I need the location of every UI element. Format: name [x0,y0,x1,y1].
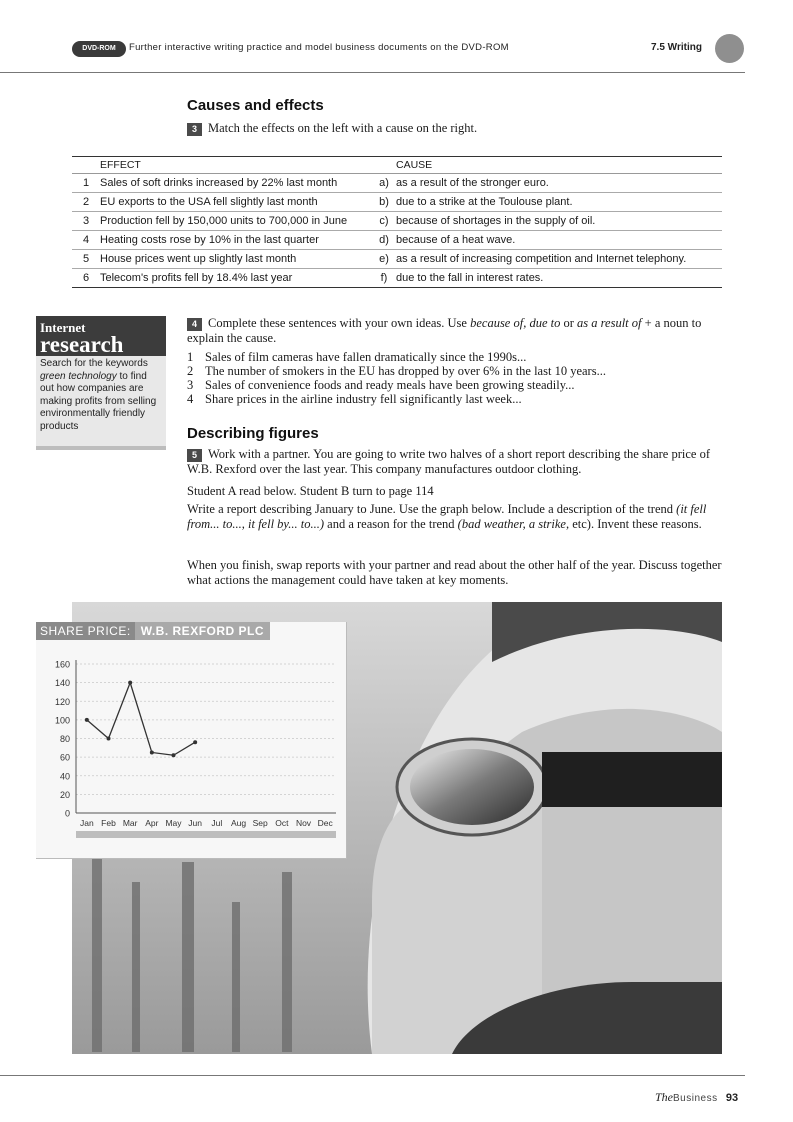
data-point [193,740,197,744]
cause-cell: because of a heat wave. [396,231,722,250]
effect-cell: Production fell by 150,000 units to 700,000 in June [100,212,372,231]
x-tick-label: Feb [101,818,116,828]
exercise-number: 3 [187,123,202,136]
matching-table [72,156,722,288]
effect-cell: Telecom's profits fell by 18.4% last year [100,269,372,288]
y-tick-label: 160 [54,659,70,670]
x-tick-label: Jul [211,818,223,828]
x-tick-label: May [165,818,182,828]
section-dot-icon [715,34,744,63]
table-header-row [72,157,722,174]
chart-title-prefix: SHARE PRICE: [36,622,135,640]
y-tick-label: 0 [64,808,70,819]
data-point [172,753,176,757]
header-text: Further interactive writing practice and model business documents on the DVD-ROM [129,42,509,53]
list-item: 2 The number of smokers in the EU has dropped by over 6% in the last 10 years... [187,364,606,378]
y-tick-label: 120 [54,696,70,707]
research-text: Search for the keywords green technology to find out how companies are making profits from selling environmentally friendly products [40,358,157,432]
x-tick-label: Apr [145,818,159,828]
report-instruction: Write a report describing January to June. Use the graph below. Include a description of the trend (it fell from... to..., it fell by... to...) and a reason for the trend (bad weather, a strike, etc). Invent these reasons. [187,502,707,531]
data-point [107,737,111,741]
brand-name: Business [673,1093,718,1104]
table-row: 3 Production fell by 150,000 units to 700,000 in June c) because of shortages in the supply of oil. [72,212,722,231]
cause-cell: because of shortages in the supply of oil. [396,212,722,231]
table-row: 1 Sales of soft drinks increased by 22% last month a) as a result of the stronger euro. [72,174,722,193]
effect-cell: Heating costs rose by 10% in the last quarter [100,231,372,250]
header-rule [0,72,745,73]
student-instruction: Student A read below. Student B turn to page 114 [187,484,434,498]
research-divider [36,446,166,450]
research-heading: Internet research [36,316,166,356]
list-item: 4 Share prices in the airline industry fell significantly last week... [187,392,522,406]
y-tick-label: 140 [54,678,70,689]
x-tick-label: Aug [230,818,247,828]
table-row: 2 EU exports to the USA fell slightly last month b) due to a strike at the Toulouse plant. [72,193,722,212]
effect-cell: Sales of soft drinks increased by 22% last month [100,174,372,193]
chart-title-company: W.B. REXFORD PLC [135,622,270,640]
effect-cell: EU exports to the USA fell slightly last month [100,193,372,212]
share-price-chart [36,622,347,859]
y-tick-label: 100 [54,715,70,726]
exercise-number: 5 [187,449,202,462]
brand-prefix: The [655,1090,673,1104]
x-tick-label: Nov [295,818,312,828]
x-tick-label: Jun [188,818,203,828]
y-tick-label: 40 [59,771,70,782]
describing-figures-title: Describing figures [187,425,319,442]
sentence-list [187,350,606,406]
exercise-5-instruction: 5 Work with a partner. You are going to write two halves of a short report describing the share price of W.B. Rexford over the last year. This company manufactures outdoor clothing. [187,447,710,476]
x-tick-label: Sep [252,818,268,828]
table-row: 4 Heating costs rose by 10% in the last quarter d) because of a heat wave. [72,231,722,250]
x-tick-label: Dec [317,818,333,828]
exercise-number: 4 [187,318,202,331]
axis-band [76,831,336,838]
dvd-rom-badge: DVD-ROM [72,41,126,57]
internet-research-box [36,316,166,450]
series-line [87,683,195,756]
x-tick-label: Jan [79,818,94,828]
footer-rule [0,1075,745,1076]
cause-cell: due to the fall in interest rates. [396,269,722,288]
x-tick-label: Oct [275,818,289,828]
chart-title [36,622,336,640]
cause-cell: due to a strike at the Toulouse plant. [396,193,722,212]
cause-cell: as a result of the stronger euro. [396,174,722,193]
page-footer [655,1090,738,1105]
effect-header: EFFECT [100,157,372,174]
y-tick-label: 20 [59,789,70,800]
research-keywords: green technology [40,370,117,382]
data-point [128,681,132,685]
data-point [150,750,154,754]
chart-plot [36,640,346,858]
data-point [85,718,89,722]
y-tick-label: 80 [59,734,70,744]
x-tick-label: Mar [122,818,138,828]
causes-effects-title: Causes and effects [187,97,324,114]
exercise-3-instruction: 3 Match the effects on the left with a cause on the right. [187,121,727,136]
table-row: 5 House prices went up slightly last month e) as a result of increasing competition and Internet telephony. [72,250,722,269]
exercise-4-instruction: 4 Complete these sentences with your own ideas. Use because of, due to or as a result of + a noun to explain the cause. [187,316,702,345]
effect-cell: House prices went up slightly last month [100,250,372,269]
y-tick-label: 60 [59,752,70,763]
list-item: 1 Sales of film cameras have fallen dramatically since the 1990s... [187,350,527,364]
page-number: 93 [725,1092,739,1104]
table-row: 6 Telecom's profits fell by 18.4% last year f) due to the fall in interest rates. [72,269,722,288]
cause-cell: as a result of increasing competition and Internet telephony. [396,250,722,269]
list-item: 3 Sales of convenience foods and ready meals have been growing steadily... [187,378,575,392]
section-label: 7.5 Writing [651,42,702,53]
cause-header: CAUSE [396,157,722,174]
swap-instruction: When you finish, swap reports with your partner and read about the other half of the year. Discuss together what actions the management could have taken at key moments. [187,558,722,587]
